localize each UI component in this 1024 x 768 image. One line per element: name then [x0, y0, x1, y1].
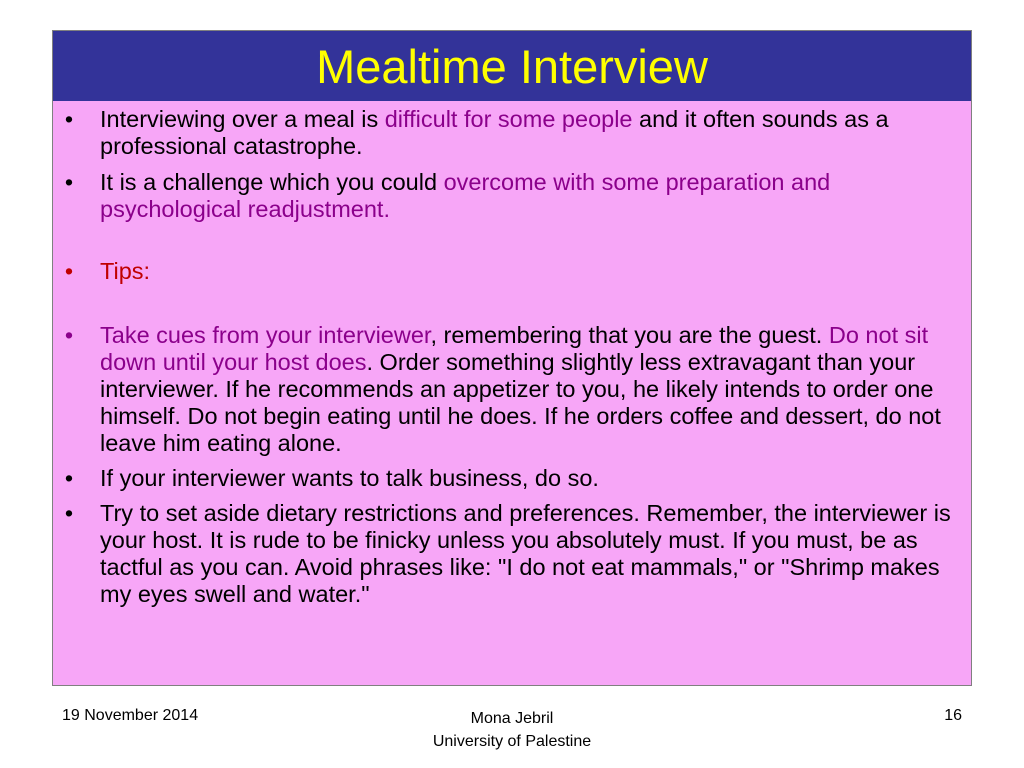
bullet-text-segment: , remembering that you are the guest. [430, 322, 829, 348]
footer-author: Mona Jebril [470, 710, 554, 727]
bullet-item [53, 500, 957, 608]
bullet-item [53, 322, 957, 457]
bullet-item [53, 465, 957, 492]
bullet-text-segment: Try to set aside dietary restrictions and preferences. Remember, the interviewer is your host. It is rude to be finicky unless you absolutely must. If you must, be as tactful as you can. Avoid phrases like: "I do not eat mammals," or "Shrimp makes my eyes swell and water." [100, 500, 951, 607]
bullet-text-highlight: overcome with some preparation and psychological readjustment. [100, 169, 831, 222]
bullet-icon: • [64, 465, 74, 491]
bullet-list [53, 104, 971, 608]
footer-institution: University of Palestine [432, 733, 592, 750]
bullet-icon: • [64, 322, 74, 348]
bullet-item-tips [53, 258, 957, 285]
footer-author-block [412, 707, 612, 753]
slide-title: Mealtime Interview [316, 39, 708, 93]
bullet-text-highlight: Take cues from your interviewer [100, 322, 431, 348]
bullet-text-segment: . Order something slightly less extravagant than your interviewer. If he recommends an appetizer to you, he likely intends to order one himself. Do not begin eating until he does. If he orders coffee and dessert, do not leave him eating alone. [100, 349, 941, 456]
footer-date: 19 November 2014 [62, 707, 199, 724]
content-panel [52, 30, 972, 686]
bullet-text-segment: It is a challenge which you could [100, 169, 444, 195]
bullet-text-highlight: difficult for some people [384, 106, 633, 132]
bullet-item [53, 106, 957, 160]
bullet-text-segment: and it often sounds as a professional catastrophe. [100, 106, 889, 159]
title-bar [53, 31, 971, 101]
bullet-icon: • [64, 258, 74, 284]
bullet-text-highlight: Do not sit down until your host does [100, 322, 929, 375]
bullet-icon: • [64, 500, 74, 526]
tips-heading: Tips: [100, 258, 151, 284]
bullet-text-segment: Interviewing over a meal is [100, 106, 385, 132]
bullet-icon: • [64, 106, 74, 132]
bullet-item [53, 169, 957, 223]
footer-page-number: 16 [944, 707, 962, 724]
bullet-icon: • [64, 169, 74, 195]
bullet-text-segment: If your interviewer wants to talk business, do so. [100, 465, 599, 491]
